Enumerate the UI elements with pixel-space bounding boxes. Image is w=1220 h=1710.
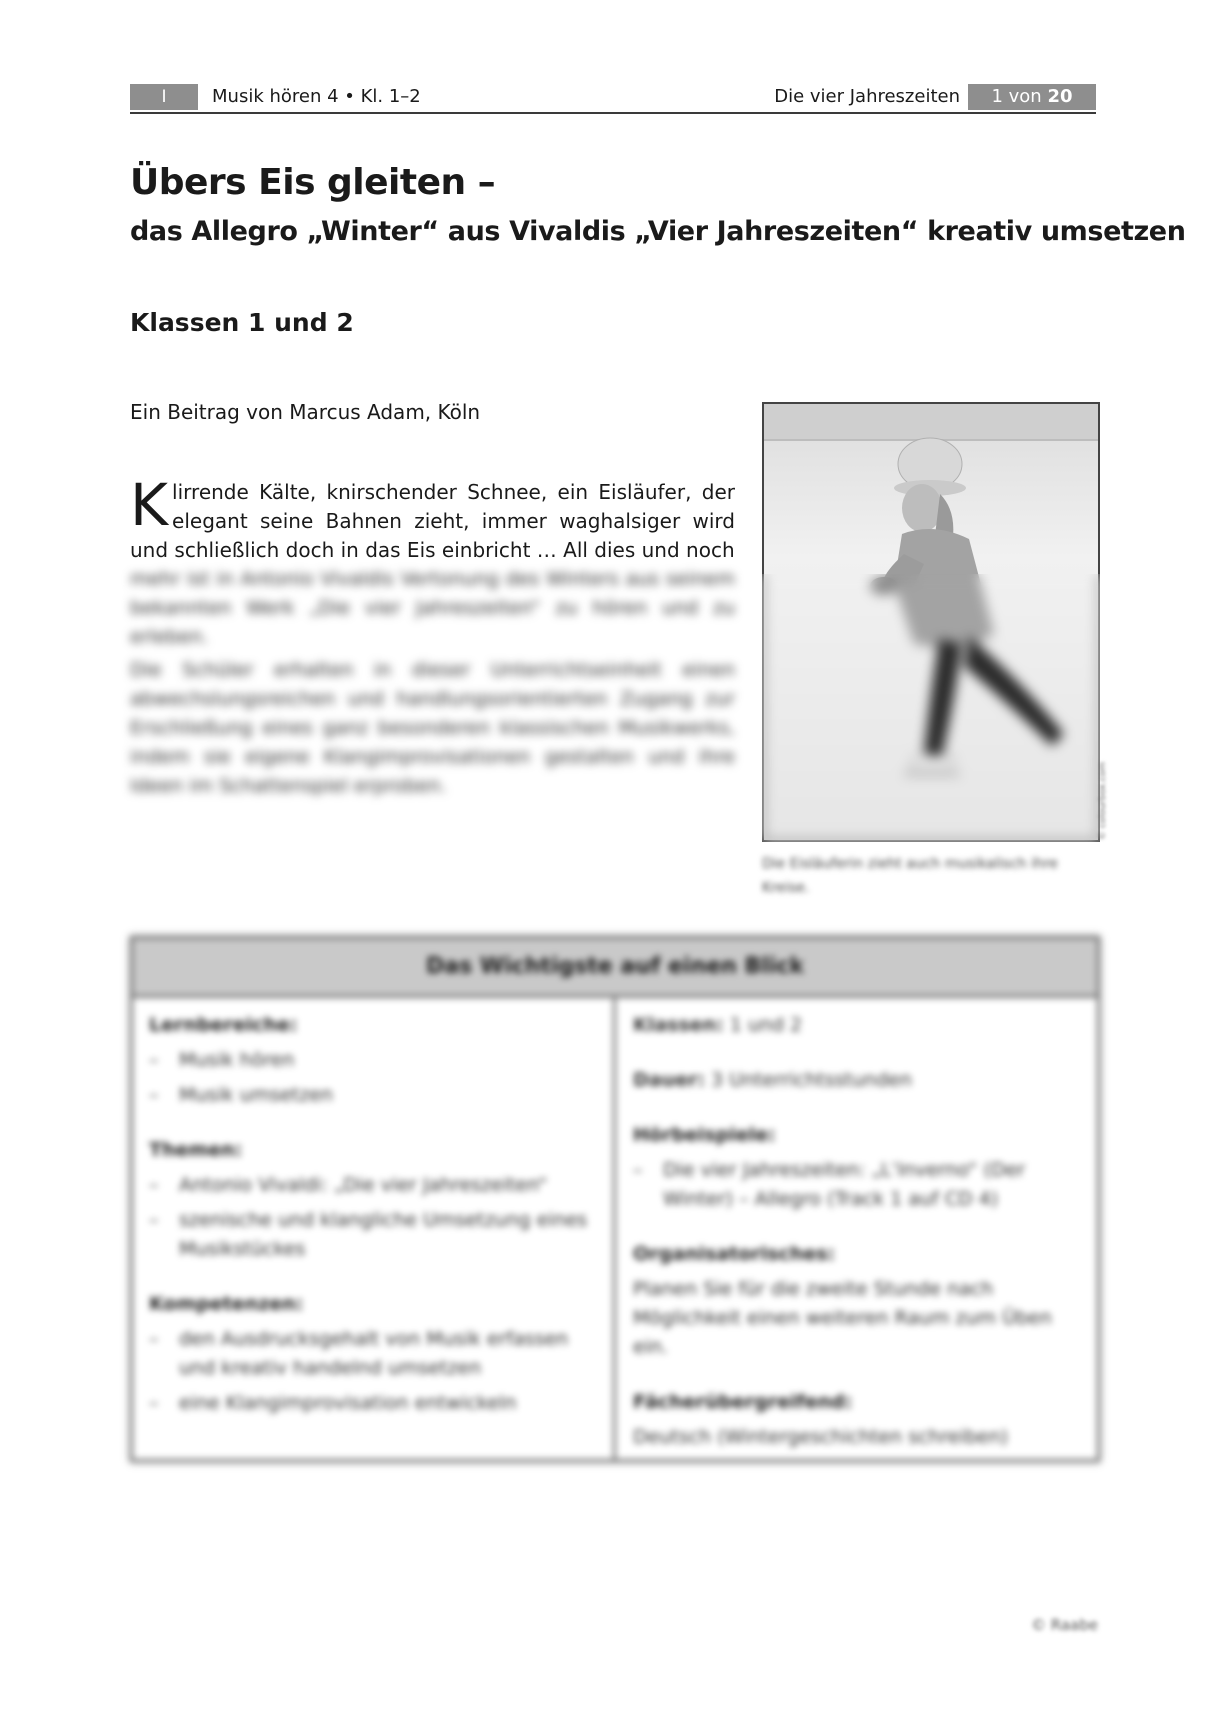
klassen-label: Klassen: [633, 1014, 724, 1036]
hoerbeispiele-label: Hörbeispiele: [633, 1124, 776, 1146]
topic-label: Die vier Jahreszeiten [774, 86, 960, 107]
list-item: – Musik umsetzen [149, 1081, 597, 1110]
dauer-row [633, 1066, 1083, 1095]
page-title: Übers Eis gleiten – [130, 162, 496, 203]
photo-credit [1098, 720, 1112, 840]
section-marker: I [130, 84, 198, 110]
list-item: – eine Klangimprovisation entwickeln [149, 1389, 597, 1418]
intro-blurred-p1: mehr ist in Antonio Vivaldis Vertonung des Winters aus seinem bekannten Werk „Die vier Jahreszeiten“ zu hören und zu erleben. [130, 568, 735, 648]
intro-text: lirrende Kälte, knirschender Schnee, ein Eisläufer, der elegant seine Bahnen zieht, immer waghalsiger wird und schließlich doch in das Eis einbricht … All dies und noch [130, 480, 735, 562]
overview-box [130, 936, 1100, 1462]
intro-paragraph [130, 471, 735, 565]
lernbereiche-label: Lernbereiche: [149, 1014, 298, 1036]
photo-credit-text: © colourbox.com [1098, 761, 1108, 840]
overview-right-column [633, 1011, 1083, 1478]
publisher-footer: © Raabe [1031, 1616, 1098, 1634]
faecheruebergreifend-label: Fächerübergreifend: [633, 1391, 853, 1413]
faecheruebergreifend-text: Deutsch (Wintergeschichten schreiben) [633, 1426, 1009, 1448]
organisatorisches-label: Organisatorisches: [633, 1243, 836, 1265]
page-total: 20 [1047, 86, 1073, 107]
series-label: Musik hören 4 • Kl. 1–2 [212, 86, 421, 107]
list-item: – szenische und klangliche Umsetzung eines Musikstückes [149, 1206, 597, 1264]
overview-left-column [149, 1011, 597, 1444]
klassen-row [633, 1011, 1083, 1040]
photo-blur-overlay [762, 574, 1100, 842]
page-subtitle: das Allegro „Winter“ aus Vivaldis „Vier Jahreszeiten“ kreativ umsetzen [130, 216, 1186, 247]
header-rule [130, 112, 1096, 114]
page-indicator [968, 84, 1096, 110]
grade-heading: Klassen 1 und 2 [130, 308, 354, 337]
themen-list [149, 1171, 597, 1264]
page-current: 1 von [991, 86, 1042, 107]
dauer-label: Dauer: [633, 1069, 705, 1091]
intro-blurred-text [130, 565, 735, 805]
hoerbeispiele-list [633, 1156, 1083, 1214]
klassen-value: 1 und 2 [729, 1014, 803, 1036]
photo-caption: Die Eisläuferin zieht auch musikalisch ihre Kreise. [762, 856, 1058, 896]
author-line: Ein Beitrag von Marcus Adam, Köln [130, 400, 481, 424]
themen-label: Themen: [149, 1139, 243, 1161]
kompetenzen-label: Kompetenzen: [149, 1293, 304, 1315]
intro-blurred-p2: Die Schüler erhalten in dieser Unterrichtseinheit einen abwechslungsreichen und handlungsorientierten Zugang zur Erschließung eines ganz besonderen klassischen Musikwerks, indem sie eigene Klangimprovisationen gestalten und ihre Ideen im Schattenspiel erproben. [130, 659, 735, 797]
list-item: – den Ausdrucksgehalt von Musik erfassen und kreativ handelnd umsetzen [149, 1325, 597, 1383]
organisatorisches-text: Planen Sie für die zweite Stunde nach Möglichkeit einen weiteren Raum zum Üben ein. [633, 1278, 1052, 1358]
lernbereiche-list [149, 1046, 597, 1110]
kompetenzen-list [149, 1325, 597, 1418]
overview-divider [613, 995, 616, 1459]
list-item: – Die vier Jahreszeiten: „L’Inverno“ (Der Winter) – Allegro (Track 1 auf CD 4) [633, 1156, 1083, 1214]
list-item: – Musik hören [149, 1046, 597, 1075]
dauer-value: 3 Unterrichtsstunden [711, 1069, 912, 1091]
drop-cap: K [130, 471, 169, 539]
overview-heading: Das Wichtigste auf einen Blick [133, 939, 1097, 998]
list-item: – Antonio Vivaldi: „Die vier Jahreszeiten“ [149, 1171, 597, 1200]
